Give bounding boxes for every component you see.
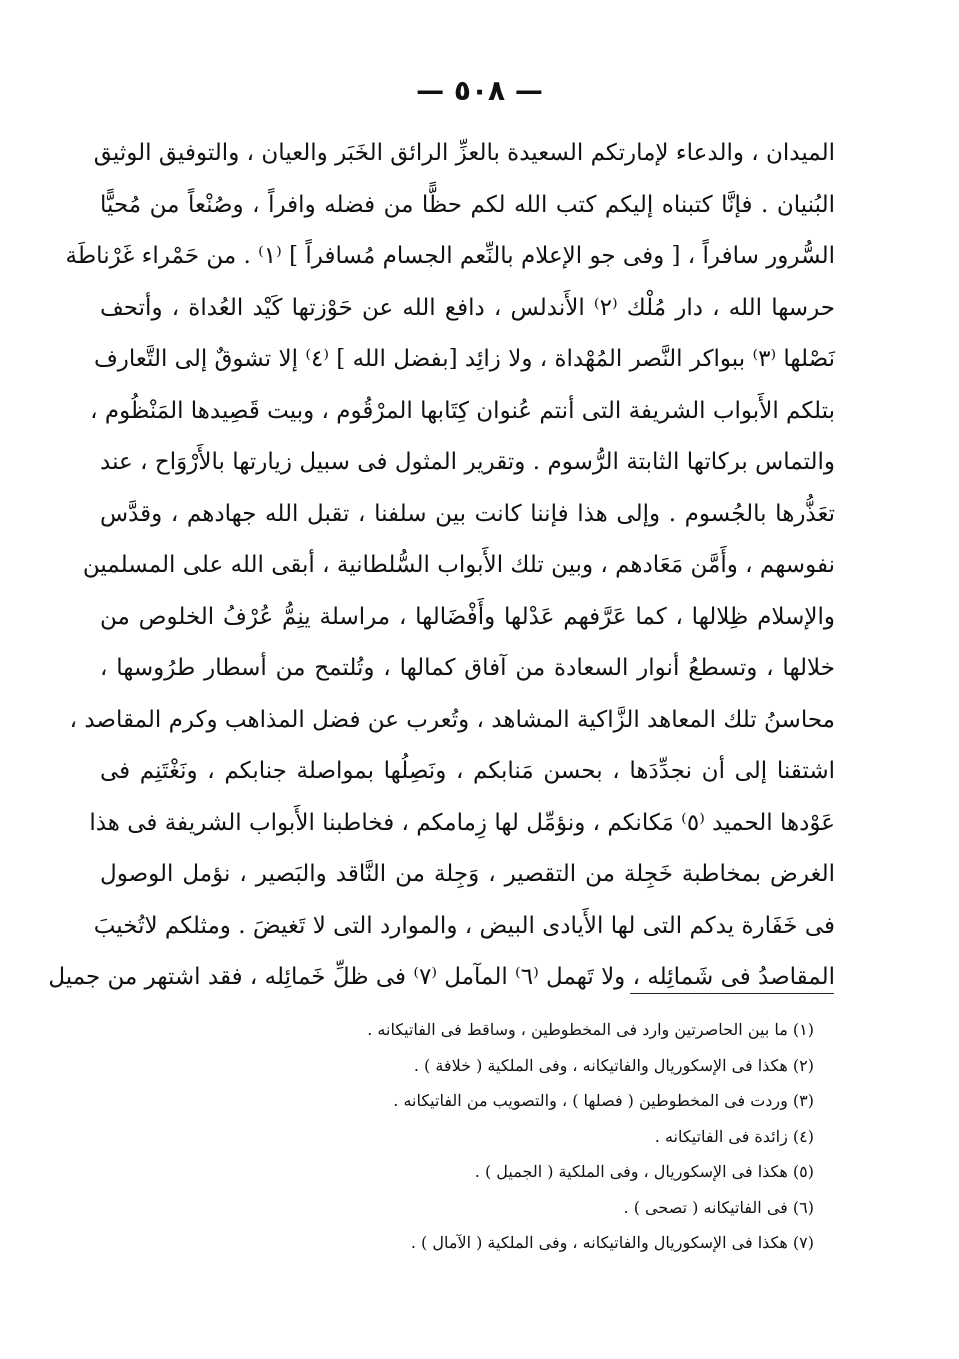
footnote: (٥) هكذا فى الإسكوريال ، وفى الملكية ( الجميل ) . [474,1162,814,1181]
text-line: المقاصدُ فى شَمائِله ، ولا تَهمل ⁽٦⁾ المآمل ⁽٧⁾ فى ظلِّ خَمائِله ، فقد اشتهر من جميل [48,964,835,990]
text-line: اشتقنا إلى أن نجدِّدَها ، بحسن مَنابكم ، ونَصِلُها بمواصلة جنابكم ، ونَغْتَنِم فى [100,758,835,784]
text-line: خلالها ، وتسطعُ أنوار السعادة من آفاق كمالها ، وتُلتمح من أسطار طرُوسها ، [100,655,835,681]
text-line: بتلكم الأَبواب الشريفة التى أنتم عُنوان كِتَابها المرْقُوم ، وبيت قَصِيدها المَنْظُوم ، [90,397,835,424]
text-line: حرسها الله ، دار مُلْك ⁽٢⁾ الأَندلس ، دافع الله عن حَوْزتها كَيْد العُداة ، وأتحف [100,294,835,321]
text-line: نفوسهم ، وأَمَّن مَعَادهم ، وبين تلك الأَبواب السُّلطانية ، أبقى الله على المسلمين [82,552,835,578]
text-line: السُّرور سافراً ، [ وفى جو الإعلام بالنِّعم الجسام مُسافراً ] ⁽١⁾ . من حَمْراء غَرْناطَة [65,243,835,269]
footnote: (٦) فى الفاتيكانه ( تصحى ) . [623,1197,814,1217]
footnote: (١) ما بين الحاصرتين وارد فى المخطوطين ، وساقط فى الفاتيكانه . [367,1020,814,1039]
footnote: (٧) هكذا فى الإسكوريال والفاتيكانه ، وفى الملكية ( الآمال ) . [410,1233,814,1252]
text-line: نَصْلها ⁽٣⁾ ببواكر النَّصر المُهْداة ، ولا زائِد [بفضل الله ] ⁽٤⁾ إلا تشوقٌ إلى التَّعارف [93,346,835,372]
main-text [48,128,835,1004]
text-line: عَوْدها الحميد ⁽٥⁾ مَكانكم ، ونؤمِّل لها زِمامكم ، فخاطبنا الأَبواب الشريفة فى هذا [89,809,835,836]
page-number: — ٥٠٨ — [416,74,543,107]
text-line: تعَذُّرها بالجُسوم . وإلى هذا فإننا كانت بين سلفنا ، تقبل الله جهادهم ، وقدَّس [100,500,835,527]
footnote: (٤) زائدة فى الفاتيكانه . [654,1126,814,1146]
footnotes [194,1012,814,1261]
text-line: البُنيان . فإنَّا كتبناه إليكم كتب الله لكم حظًّا من فضله وافراً ، وصُنْعاً من مُحيًّا [100,191,835,218]
text-line: محاسنُ تلك المعاهد الزَّاكية المشاهد ، وتُعرب عن فضل المذاهب وكرم المقاصد ، [69,706,835,733]
footnote: (٣) وردت فى المخطوطين ( فصلها ) ، والتصويب من الفاتيكانه . [393,1091,814,1110]
text-line: الغرض بمخاطبة خَجِلة من التقصير ، وَجِلة من النَّاقد والبَصير ، نؤمل الوصول [100,861,835,887]
footnote: (٢) هكذا فى الإسكوريال والفاتيكانه ، وفى الملكية ( خلافة ) . [413,1055,814,1075]
text-line: الميدان ، والدعاء لإمارتكم السعيدة بالعزِّ الرائق الخَبَر والعيان ، والتوفيق الوثيق [93,140,835,166]
text-line: والإسلام ظِلالها ، كما عَرَّفهم عَدْلها وأَفْضَالها ، مراسلة ينِمُّ عُرْفُ الخلوص من [100,603,835,630]
footnote-divider [630,993,834,994]
text-line: فى خَفَارة يدكم التى لها الأَيادى البيض ، والموارد التى لا تَغيضَ . ومثلكم لاتُخيبَ [93,912,835,939]
text-line: والتماس بركاتها الثابتة الرُّسوم . وتقرير المثول فى سبيل زيارتها بالأَرْوَاح ، عند [100,449,835,475]
